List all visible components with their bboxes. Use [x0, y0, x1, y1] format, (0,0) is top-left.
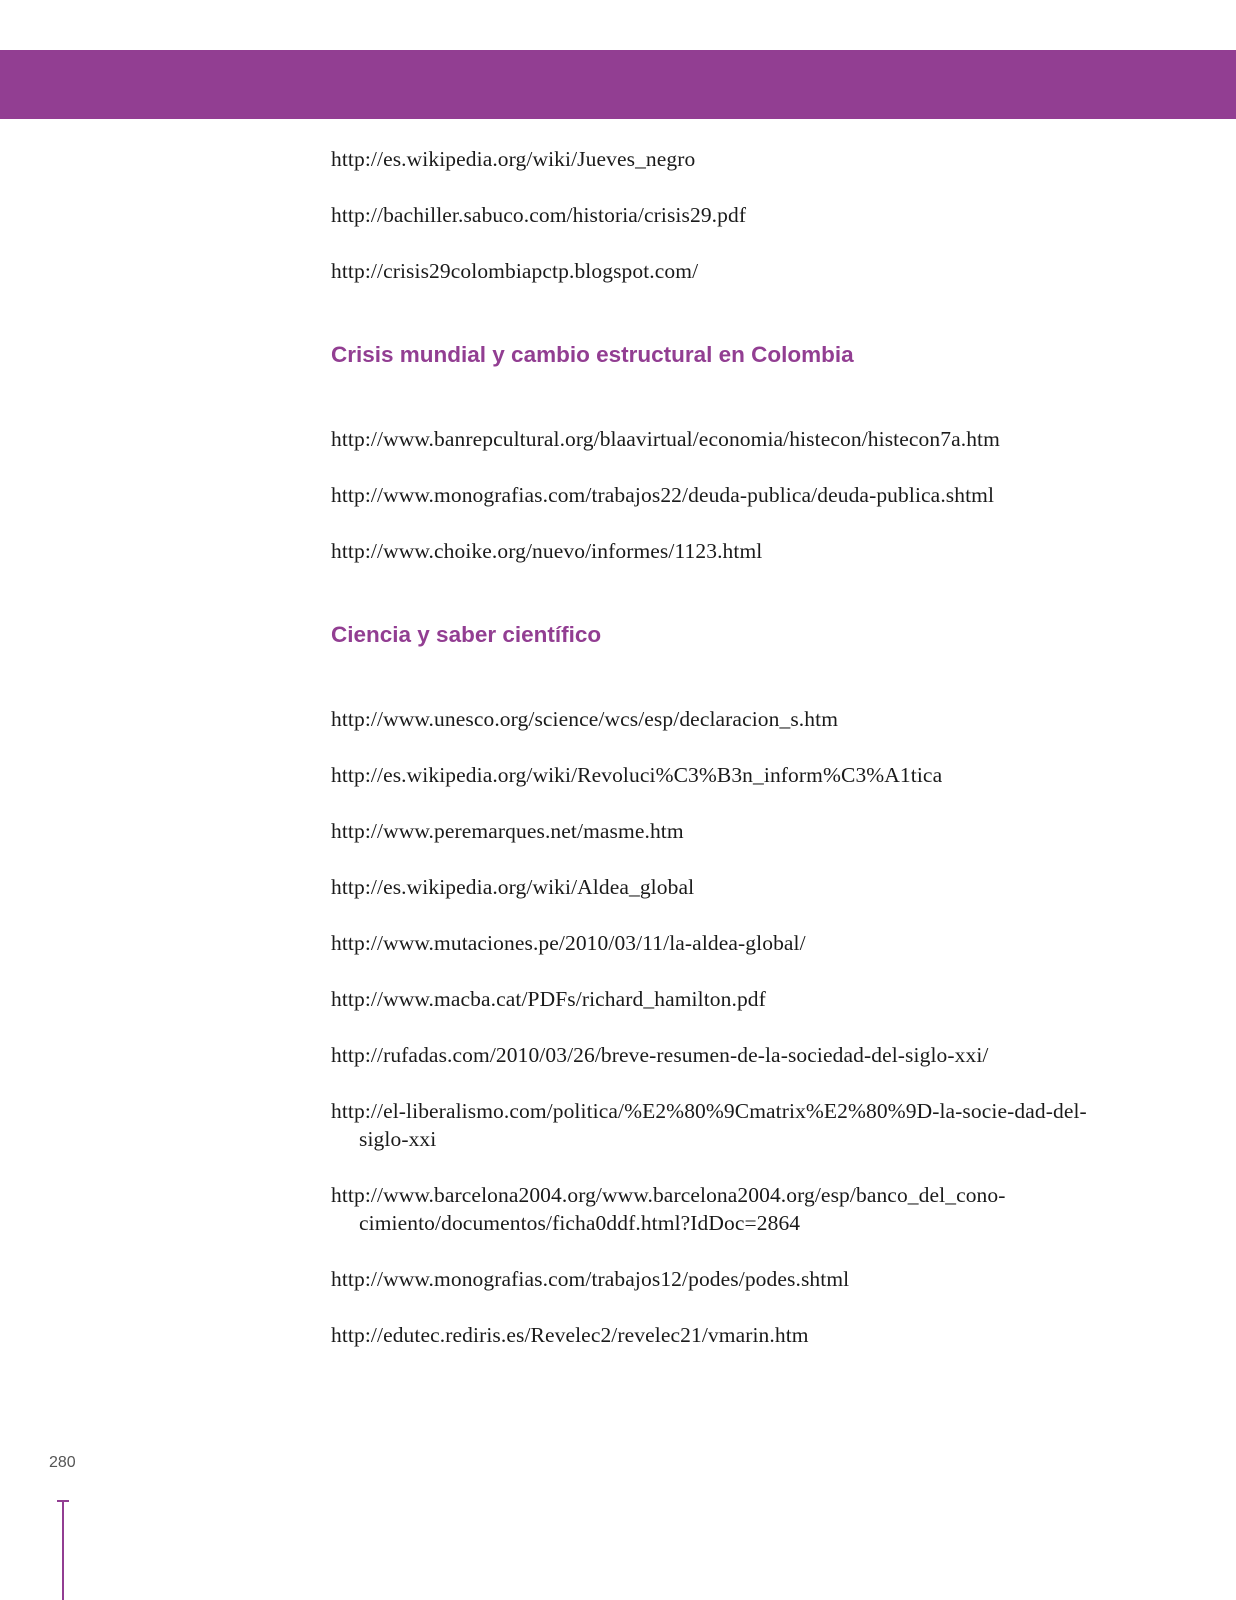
reference-link[interactable]: http://rufadas.com/2010/03/26/breve-resumen-de-la-sociedad-del-siglo-xxi/ — [331, 1043, 989, 1067]
header-band — [0, 50, 1236, 119]
link-list-general — [331, 145, 1101, 285]
reference-link[interactable]: http://www.monografias.com/trabajos12/podes/podes.shtml — [331, 1267, 850, 1291]
reference-link[interactable]: http://www.mutaciones.pe/2010/03/11/la-aldea-global/ — [331, 931, 806, 955]
reference-link[interactable]: http://es.wikipedia.org/wiki/Revoluci%C3%B3n_inform%C3%A1tica — [331, 763, 943, 787]
side-rule — [62, 1500, 64, 1600]
page-number: 280 — [49, 1454, 76, 1471]
reference-content — [331, 145, 1101, 1349]
reference-link[interactable]: http://www.peremarques.net/masme.htm — [331, 819, 684, 843]
link-list-ciencia — [331, 705, 1101, 1349]
reference-link[interactable]: http://www.macba.cat/PDFs/richard_hamilton.pdf — [331, 987, 766, 1011]
reference-link[interactable]: http://bachiller.sabuco.com/historia/crisis29.pdf — [331, 203, 747, 227]
reference-link[interactable]: http://www.barcelona2004.org/www.barcelona2004.org/esp/banco_del_cono-cimiento/documentos/ficha0ddf.html?IdDoc=2864 — [331, 1183, 1006, 1235]
reference-link[interactable]: http://www.unesco.org/science/wcs/esp/declaracion_s.htm — [331, 707, 839, 731]
reference-link[interactable]: http://www.choike.org/nuevo/informes/1123.html — [331, 539, 763, 563]
reference-link[interactable]: http://crisis29colombiapctp.blogspot.com/ — [331, 259, 699, 283]
reference-link[interactable]: http://www.monografias.com/trabajos22/deuda-publica/deuda-publica.shtml — [331, 483, 995, 507]
reference-link[interactable]: http://el-liberalismo.com/politica/%E2%80%9Cmatrix%E2%80%9D-la-socie-dad-del-siglo-xxi — [331, 1099, 1087, 1151]
section-heading-crisis-mundial: Crisis mundial y cambio estructural en Colombia — [331, 342, 854, 367]
reference-link[interactable]: http://es.wikipedia.org/wiki/Aldea_global — [331, 875, 695, 899]
reference-link[interactable]: http://edutec.rediris.es/Revelec2/revelec21/vmarin.htm — [331, 1323, 809, 1347]
reference-link[interactable]: http://www.banrepcultural.org/blaavirtual/economia/histecon/histecon7a.htm — [331, 427, 1000, 451]
reference-link[interactable]: http://es.wikipedia.org/wiki/Jueves_negro — [331, 147, 696, 171]
link-list-crisis-mundial — [331, 425, 1101, 565]
section-heading-ciencia: Ciencia y saber científico — [331, 622, 602, 647]
